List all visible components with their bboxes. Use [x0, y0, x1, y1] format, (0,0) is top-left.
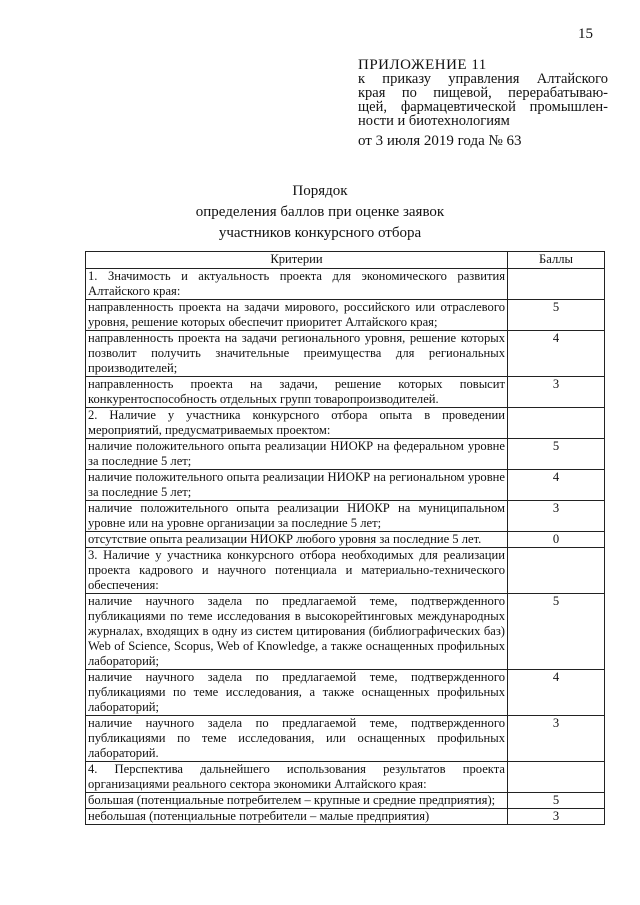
table-row: [86, 408, 605, 439]
criterion-cell: наличие научного задела по предлагаемой теме, подтвержденного публикациями по теме исследования в высокорейтинговых международных журналах, входящих в одну из систем цитирования (библиографических баз) Web of Science, Scopus, Web of Knowledge, а также оснащенных профильных лабораторий;: [86, 594, 508, 670]
points-cell: [508, 269, 605, 300]
points-cell: 3: [508, 809, 605, 825]
points-cell: 3: [508, 501, 605, 532]
points-cell: 4: [508, 470, 605, 501]
table-row: [86, 532, 605, 548]
points-cell: [508, 548, 605, 594]
header-points: Баллы: [508, 252, 605, 269]
criterion-cell: большая (потенциальные потребителем – крупные и средние предприятия);: [86, 793, 508, 809]
table-row: [86, 809, 605, 825]
annex-title: ПРИЛОЖЕНИЕ 11: [358, 57, 487, 73]
points-cell: 5: [508, 439, 605, 470]
heading-line: определения баллов при оценке заявок: [195, 204, 445, 220]
criterion-cell: небольшая (потенциальные потребители – малые предприятия): [86, 809, 508, 825]
annex-line: щей, фармацевтической промышлен-: [358, 99, 608, 115]
points-cell: [508, 762, 605, 793]
criterion-cell: наличие научного задела по предлагаемой теме, подтвержденного публикациями по теме исследования, или оснащенных профильных лабораторий.: [86, 716, 508, 762]
annex-line: ности и биотехнологиям: [358, 113, 510, 129]
criterion-cell: наличие научного задела по предлагаемой теме, подтвержденного публикациями по теме исследования, а также оснащенных профильных лабораторий;: [86, 670, 508, 716]
criterion-cell: направленность проекта на задачи мирового, российского или отраслевого уровня, решение которых обеспечит приоритет Алтайского края;: [86, 300, 508, 331]
table-row: [86, 716, 605, 762]
criterion-cell: наличие положительного опыта реализации НИОКР на федеральном уровне за последние 5 лет;: [86, 439, 508, 470]
heading-line: Порядок: [292, 183, 348, 199]
table-header-row: [86, 252, 605, 269]
points-cell: 3: [508, 716, 605, 762]
table-row: [86, 470, 605, 501]
table-row: [86, 377, 605, 408]
criterion-cell: наличие положительного опыта реализации НИОКР на муниципальном уровне или на уровне организации за последние 5 лет;: [86, 501, 508, 532]
criterion-cell: 1. Значимость и актуальность проекта для экономического развития Алтайского края:: [86, 269, 508, 300]
points-cell: 3: [508, 377, 605, 408]
points-cell: 5: [508, 300, 605, 331]
points-cell: 5: [508, 793, 605, 809]
table-row: [86, 670, 605, 716]
points-cell: 0: [508, 532, 605, 548]
points-cell: [508, 408, 605, 439]
criterion-cell: 3. Наличие у участника конкурсного отбора необходимых для реализации проекта кадрового и научного потенциала и материально-технического обеспечения:: [86, 548, 508, 594]
points-cell: 4: [508, 331, 605, 377]
annex-line: края по пищевой, перерабатываю-: [358, 85, 608, 101]
table-row: [86, 793, 605, 809]
points-cell: 4: [508, 670, 605, 716]
heading-line: участников конкурсного отбора: [218, 225, 422, 241]
annex-line: к приказу управления Алтайского: [358, 71, 608, 87]
criteria-table: [85, 251, 605, 825]
criterion-cell: наличие положительного опыта реализации НИОКР на региональном уровне за последние 5 лет;: [86, 470, 508, 501]
table-row: [86, 594, 605, 670]
table-row: [86, 439, 605, 470]
table-row: [86, 300, 605, 331]
criterion-cell: 2. Наличие у участника конкурсного отбора опыта в проведении мероприятий, предусматриваемых проектом:: [86, 408, 508, 439]
criterion-cell: направленность проекта на задачи, решение которых повысит конкурентоспособность отдельных групп товаропроизводителей.: [86, 377, 508, 408]
table-row: [86, 269, 605, 300]
criterion-cell: отсутствие опыта реализации НИОКР любого уровня за последние 5 лет.: [86, 532, 508, 548]
table-row: [86, 762, 605, 793]
document-heading: [0, 181, 640, 244]
points-cell: 5: [508, 594, 605, 670]
page-number: 15: [578, 26, 593, 42]
header-criteria: Критерии: [86, 252, 508, 269]
table-row: [86, 331, 605, 377]
criterion-cell: направленность проекта на задачи регионального уровня, решение которых позволит получить значительные преимущества для региональных производителей;: [86, 331, 508, 377]
table-row: [86, 548, 605, 594]
annex-date: от 3 июля 2019 года № 63: [358, 133, 522, 149]
annex-block: [358, 58, 608, 148]
criterion-cell: 4. Перспектива дальнейшего использования результатов проекта организациями реального сектора экономики Алтайского края:: [86, 762, 508, 793]
table-row: [86, 501, 605, 532]
